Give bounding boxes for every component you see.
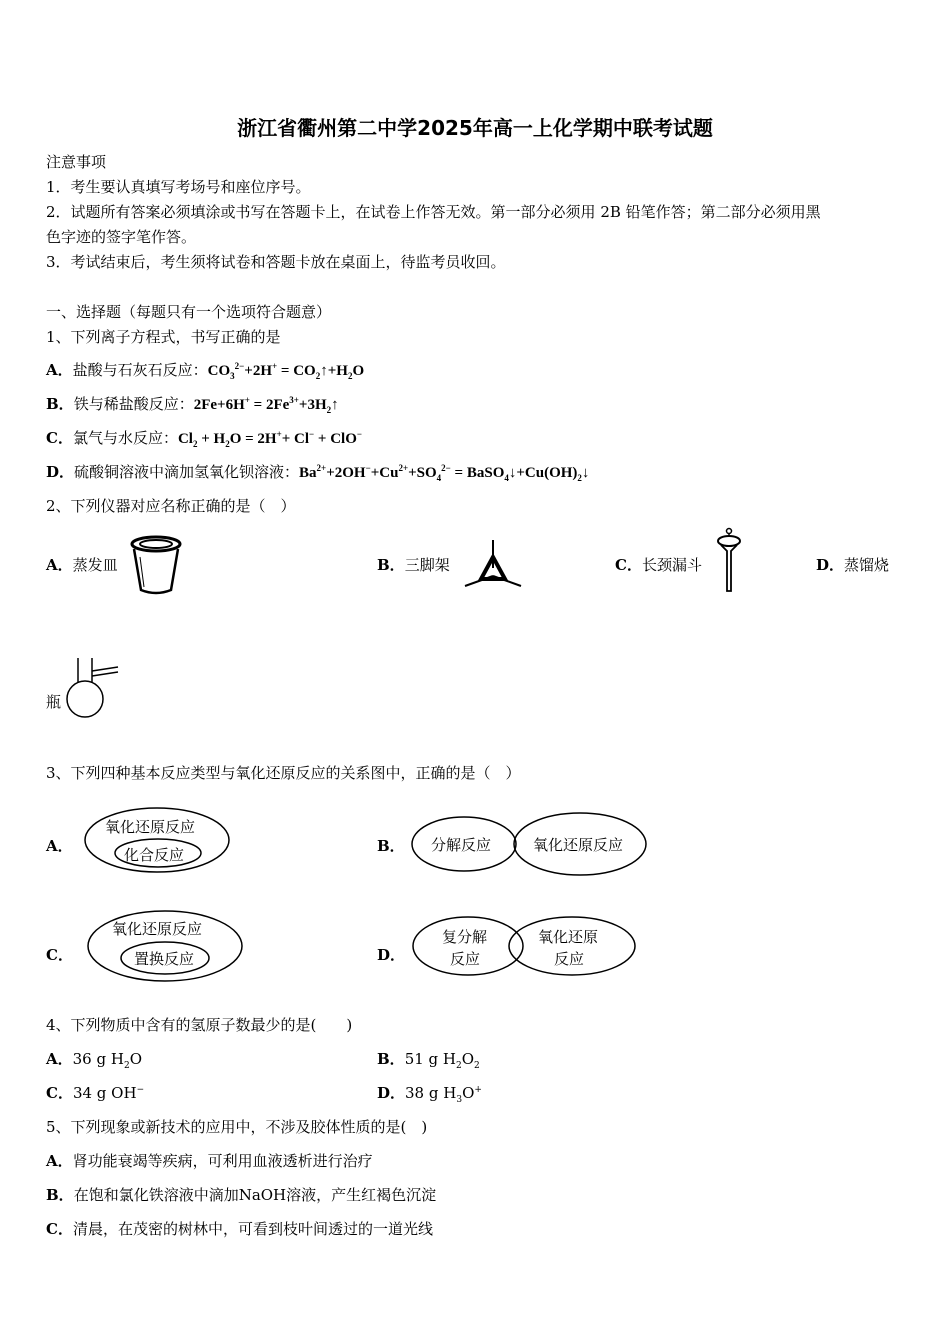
notice-item: 2．试题所有答案必须填涂或书写在答题卡上，在试卷上作答无效。第一部分必须用 2B 铅笔作答；第二部分必须用黑: [46, 203, 821, 221]
q1-option-a: A．盐酸与石灰石反应：$CO_3^{2-}+2H^+$ = $CO_2↑+H_2O$: [46, 361, 365, 381]
notice-heading: 注意事项: [46, 153, 107, 171]
question-3-stem: 3、下列四种基本反应类型与氧化还原反应的关系图中，正确的是（ ）: [46, 764, 521, 782]
q2-option-d: D．蒸馏烧: [816, 556, 890, 574]
section-heading: 一、选择题（每题只有一个选项符合题意）: [46, 303, 332, 321]
venn-c-inner-label: 置换反应: [134, 950, 195, 968]
distillation-flask-icon: [64, 657, 120, 719]
q5-option-a: A．肾功能衰竭等疾病，可利用血液透析进行治疗: [46, 1152, 373, 1170]
q4-option-a: A．36 g $H_2O$: [46, 1050, 142, 1071]
tripod-icon: [465, 540, 521, 590]
long-neck-funnel-icon: [715, 527, 743, 593]
notice-item: 色字迹的签字笔作答。: [46, 228, 197, 246]
q2-option-d-continued: 瓶: [46, 693, 62, 711]
venn-d-left-label-1: 复分解: [442, 928, 488, 946]
question-2-stem: 2、下列仪器对应名称正确的是（ ）: [46, 497, 296, 515]
notice-item: 1．考生要认真填写考场号和座位序号。: [46, 178, 311, 196]
q2-option-c: C．长颈漏斗: [615, 556, 702, 574]
notice-item: 3．考试结束后，考生须将试卷和答题卡放在桌面上，待监考员收回。: [46, 253, 506, 271]
q1-option-c: C．氯气与水反应：$Cl_2 + H_2O = 2H^++ Cl^- + ClO^-$: [46, 429, 363, 449]
q2-option-a: A．蒸发皿: [46, 556, 118, 574]
q4-option-c: C．34 g OH−: [46, 1084, 145, 1102]
q5-option-c: C．清晨，在茂密的树林中，可看到枝叶间透过的一道光线: [46, 1220, 433, 1238]
page-title: 浙江省衢州第二中学2025年高一上化学期中联考试题: [237, 116, 713, 140]
question-1-stem: 1、下列离子方程式，书写正确的是: [46, 328, 281, 346]
question-5-stem: 5、下列现象或新技术的应用中，不涉及胶体性质的是( ): [46, 1118, 428, 1136]
q1-option-b: B．铁与稀盐酸反应：$2Fe+6H^+ = 2Fe^{3+}+3H_2↑$: [46, 395, 339, 415]
venn-c-outer-label: 氧化还原反应: [112, 920, 203, 938]
q3-option-b-label: B．: [377, 837, 405, 855]
venn-b-left-label: 分解反应: [431, 836, 492, 854]
q3-option-d-label: D．: [377, 946, 406, 964]
q4-option-d: D．38 g $H_3O^+$: [377, 1084, 482, 1105]
venn-b-right-label: 氧化还原反应: [533, 836, 624, 854]
crucible-icon: [128, 535, 184, 597]
q2-option-b: B．三脚架: [377, 556, 450, 574]
venn-a-outer-label: 氧化还原反应: [105, 818, 196, 836]
question-4-stem: 4、下列物质中含有的氢原子数最少的是( ): [46, 1016, 353, 1034]
venn-d-right-label-2: 反应: [554, 950, 585, 968]
q1-option-d: D．硫酸铜溶液中滴加氢氧化钡溶液：$Ba^{2+}+2OH^-+Cu^{2+}+SO_4^{2-}$ = $BaSO_4↓+Cu(OH)_2↓$: [46, 463, 590, 483]
q4-option-b: B．51 g $H_2O_2$: [377, 1050, 480, 1071]
venn-d-left-label-2: 反应: [450, 950, 481, 968]
q3-option-a-label: A．: [46, 837, 73, 855]
q3-option-c-label: C．: [46, 946, 73, 964]
q5-option-b: B．在饱和氯化铁溶液中滴加NaOH溶液，产生红褐色沉淀: [46, 1186, 437, 1204]
venn-d-right-label-1: 氧化还原: [538, 928, 599, 946]
venn-a-inner-label: 化合反应: [124, 846, 185, 864]
